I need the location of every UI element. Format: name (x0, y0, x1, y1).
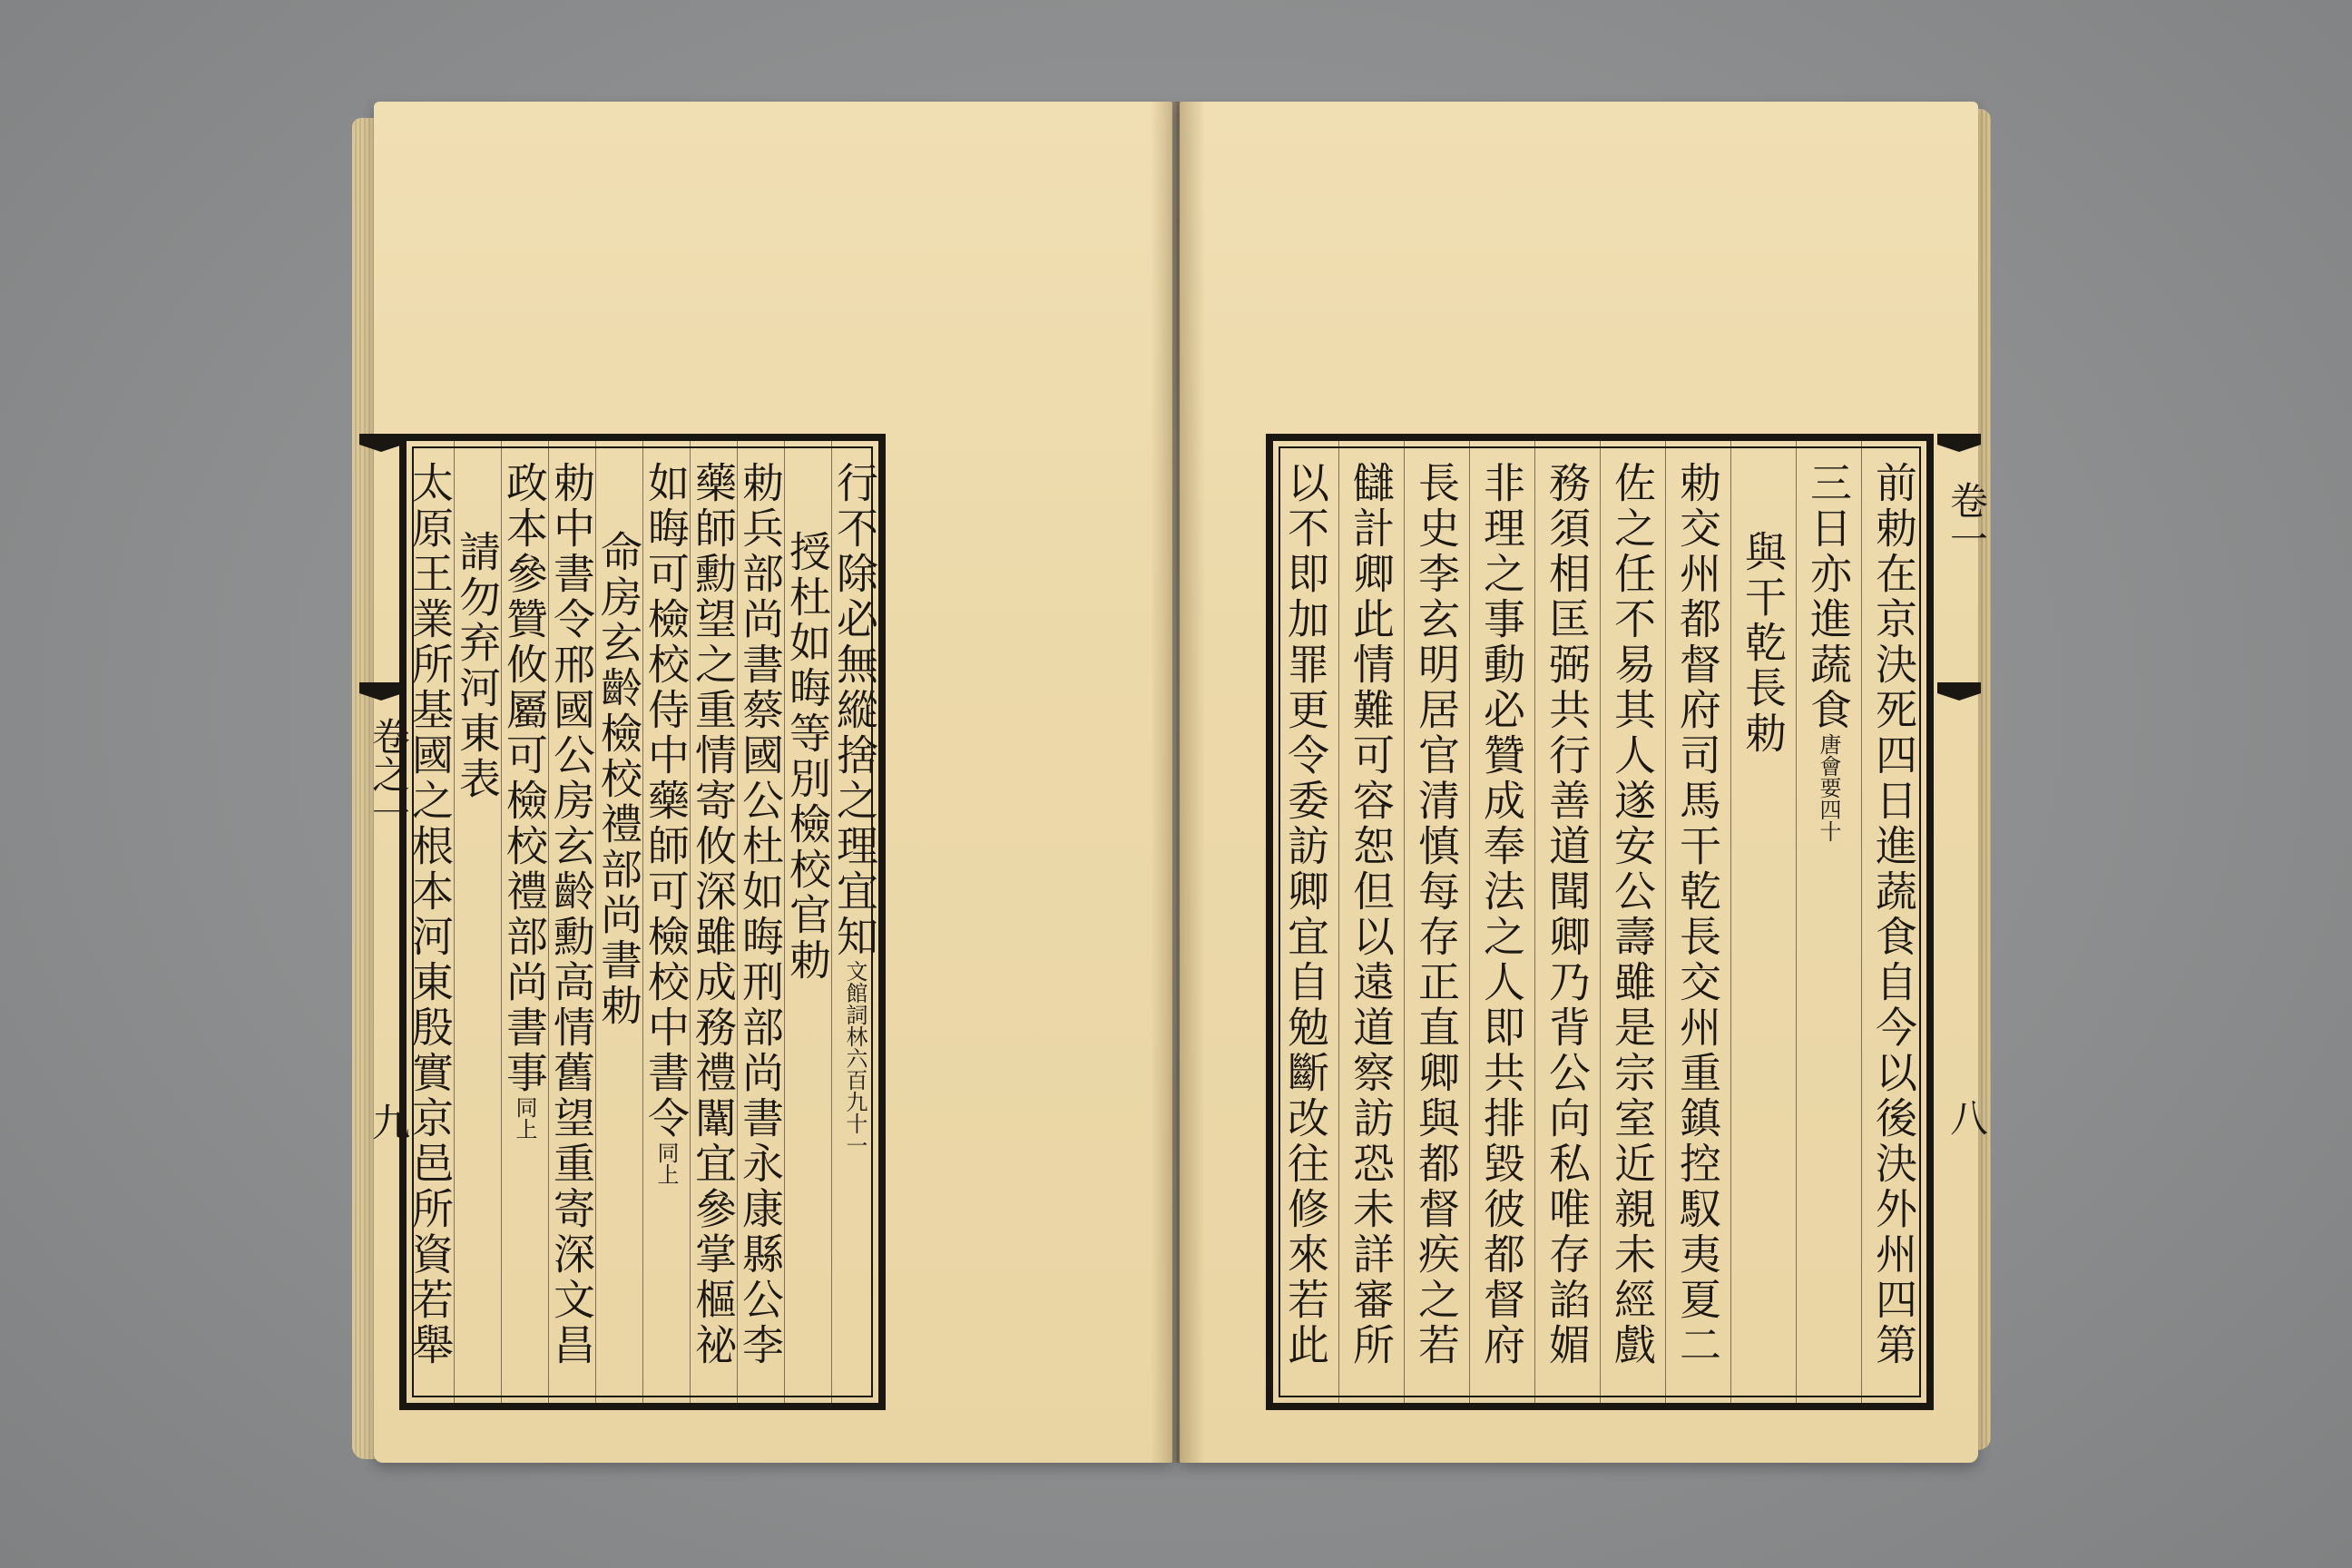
text-column (1607, 461, 1658, 1368)
column-text: 長史李玄明居官清慎每存正直卿與都督疾之若 (1412, 461, 1461, 1368)
column-note: 文館詞林六百九十一 (842, 960, 867, 1156)
column-rule (1404, 441, 1405, 1403)
text-column (1476, 461, 1527, 1368)
column-rule (1730, 441, 1731, 1403)
column-text: 政本參贊攸屬可檢校禮部尚書事 (500, 461, 549, 1096)
column-text: 勅中書令邢國公房玄齡勳高情舊望重寄深文昌 (547, 461, 596, 1368)
column-text: 勅交州都督府司馬干乾長交州重鎮控馭夷夏二 (1673, 461, 1722, 1368)
column-text: 如晦可檢校侍中藥師可檢校中書令 (642, 461, 691, 1142)
column-text: 佐之任不易其人遂安公壽雖是宗室近親未經戲 (1608, 461, 1657, 1368)
column-note: 同上 (512, 1096, 537, 1140)
column-note: 唐會要四十 (1816, 733, 1841, 842)
column-rule (1796, 441, 1797, 1403)
text-column (1346, 461, 1396, 1368)
text-column (782, 530, 833, 984)
text-column (452, 530, 503, 802)
text-column (405, 461, 456, 1368)
text-column (641, 461, 691, 1185)
column-rule (1861, 441, 1862, 1403)
column-text: 讎計卿此情難可容恕但以遠道察訪恐未詳審所 (1347, 461, 1396, 1368)
text-column (593, 530, 644, 1029)
column-text: 藥師勳望之重情寄攸深雖成務禮闈宜參掌樞祕 (689, 461, 738, 1368)
text-column (1738, 530, 1788, 757)
column-text: 非理之事動必贊成奉法之人即共排毀彼都督府 (1477, 461, 1526, 1368)
column-rule (1338, 441, 1339, 1403)
right-edge-page-number: 八 (1945, 1098, 1989, 1136)
column-rule (1469, 441, 1470, 1403)
column-note: 同上 (653, 1142, 679, 1185)
text-column (735, 461, 786, 1368)
column-text: 務須相匡弼共行善道聞卿乃背公向私唯存諂媚 (1543, 461, 1592, 1368)
column-text: 與干乾長勅 (1739, 530, 1788, 757)
column-text: 以不即加罪更令委訪卿宜自勉斷改往修來若此 (1281, 461, 1330, 1368)
text-column (1542, 461, 1592, 1368)
text-column (829, 461, 880, 1156)
left-text-frame (399, 434, 886, 1410)
text-column (546, 461, 597, 1368)
column-text: 三日亦進蔬食 (1804, 461, 1853, 733)
column-text: 太原王業所基國之根本河東殷實京邑所資若舉 (406, 461, 455, 1368)
column-text: 授杜如晦等別檢校官勅 (783, 530, 832, 984)
column-rule (1534, 441, 1535, 1403)
book-gutter (1151, 102, 1205, 1463)
right-edge-juan-label: 卷一 (1945, 481, 1989, 557)
text-column (1803, 461, 1854, 842)
text-column (499, 461, 550, 1140)
column-text: 勅兵部尚書蔡國公杜如晦刑部尚書永康縣公李 (736, 461, 785, 1368)
text-column (1868, 461, 1919, 1368)
text-column (688, 461, 739, 1368)
column-text: 行不除必無縱捨之理宜知 (830, 461, 879, 960)
left-edge-page-number: 九 (367, 1102, 411, 1141)
right-text-frame (1266, 434, 1934, 1410)
text-column (1411, 461, 1462, 1368)
left-edge-juan-label: 卷之一 (367, 717, 411, 831)
text-column (1280, 461, 1331, 1368)
column-text: 請勿弃河東表 (453, 530, 502, 802)
column-text: 命房玄齡檢校禮部尚書勅 (594, 530, 643, 1029)
column-rule (1665, 441, 1666, 1403)
column-text: 前勅在京決死四日進蔬食自今以後決外州四第 (1869, 461, 1918, 1368)
column-rule (1600, 441, 1601, 1403)
text-column (1672, 461, 1723, 1368)
